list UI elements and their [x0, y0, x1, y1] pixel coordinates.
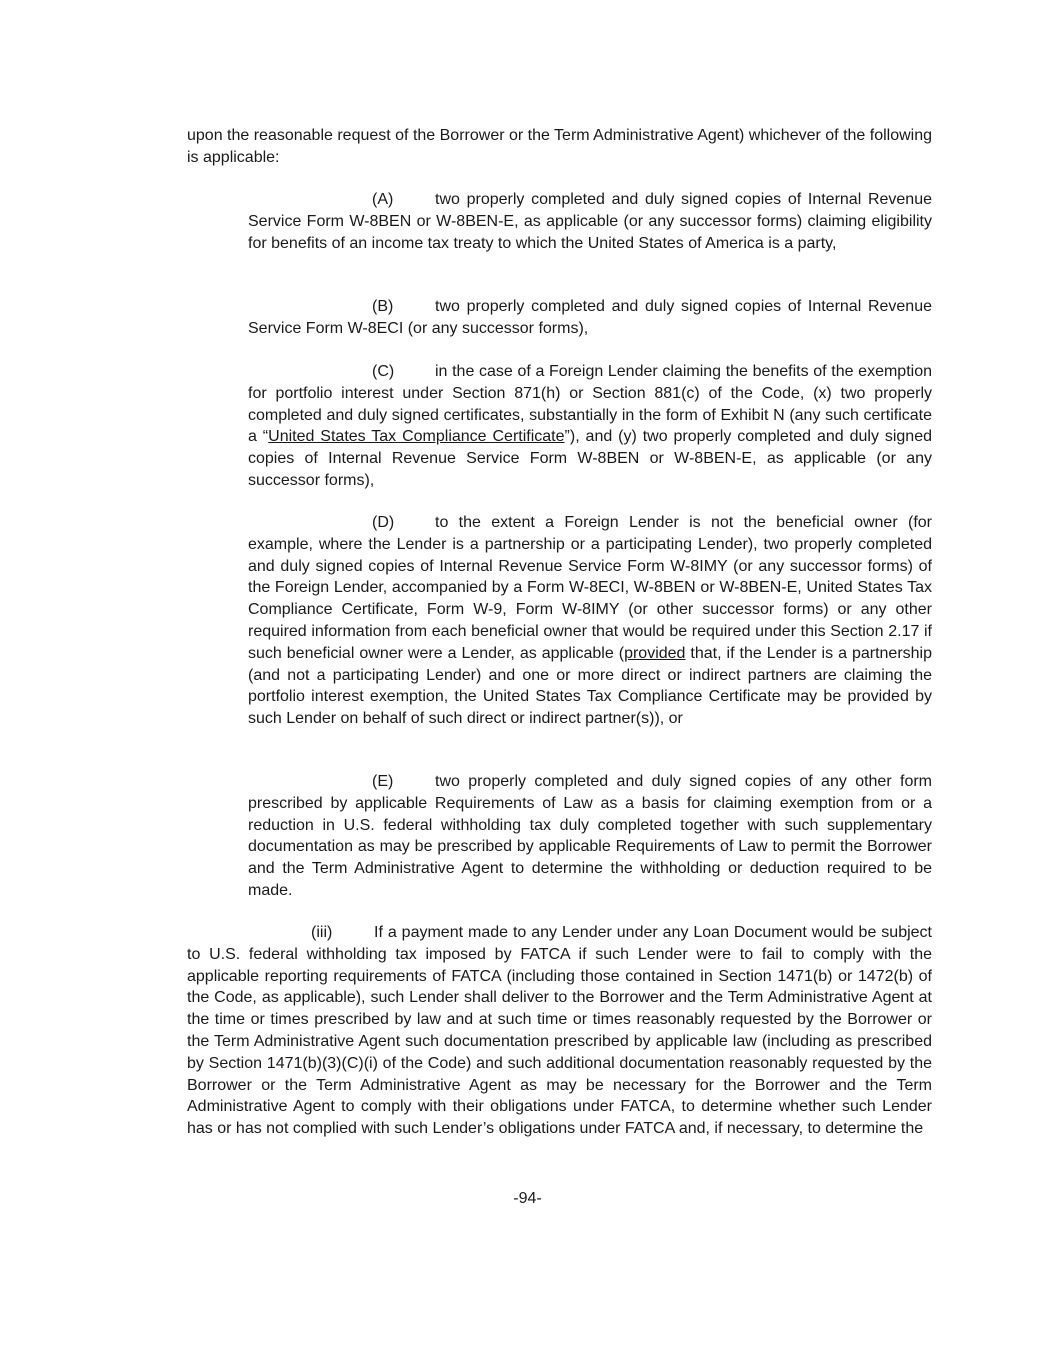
page-number: -94-	[513, 1190, 542, 1207]
provided-term: provided	[624, 644, 686, 662]
subclause-text-after: that, if the Lender is a partnership (and not a participating Lender) and one or more direct or indirect partners are claiming the portfolio interest exemption, the United States Tax Compliance Certificate may be provided by such Lender on behalf of such direct or indirect partner(s)), or	[248, 644, 933, 728]
subclause-text-after: ”), and (y) two properly completed and duly signed copies of Internal Revenue Service Form W-8BEN or W-8BEN-E, as applicable (or any successor forms),	[248, 428, 933, 489]
subclause-d	[248, 512, 932, 730]
subclause-text: two properly completed and duly signed copies of any other form prescribed by applicable Requirements of Law as a basis for claiming exemption from or a reduction in U.S. federal withholding tax duly completed together with such supplementary documentation as may be prescribed by applicable Requirements of Law to permit the Borrower and the Term Administrative Agent to determine the withholding or deduction required to be made.	[248, 773, 932, 899]
subclause-label: (A)	[372, 191, 394, 208]
subclause-label: (B)	[372, 298, 394, 315]
subclause-c	[248, 361, 932, 492]
subclause-text: two properly completed and duly signed copies of Internal Revenue Service Form W-8BEN or W-8BEN-E, as applicable (or any successor forms) claiming eligibility for benefits of an income tax treaty to which the United States of America is a party,	[248, 191, 932, 252]
subclause-label: (D)	[372, 514, 395, 531]
subclause-text-before: to the extent a Foreign Lender is not the beneficial owner (for example, where the Lender is a partnership or a participating Lender), two properly completed and duly signed copies of Internal Revenue Service Form W-8IMY (or any successor forms) of the Foreign Lender, accompanied by a Form W-8ECI, W-8BEN or W-8BEN-E, United States Tax Compliance Certificate, Form W-9, Form W-8IMY (or other successor forms) or any other required information from each beneficial owner that would be required under this Section 2.17 if such beneficial owner were a Lender, as applicable (	[248, 514, 932, 662]
clause-label: (iii)	[311, 924, 333, 941]
subclause-b	[248, 296, 932, 340]
subclause-e	[248, 771, 932, 902]
subclause-text: two properly completed and duly signed copies of Internal Revenue Service Form W-8ECI (or any successor forms),	[248, 298, 932, 337]
intro-paragraph: upon the reasonable request of the Borrower or the Term Administrative Agent) whichever of the following is applicable:	[187, 127, 933, 166]
subclause-label: (C)	[372, 363, 395, 380]
subclause-a	[248, 189, 932, 254]
subclause-label: (E)	[372, 773, 394, 790]
defined-term: United States Tax Compliance Certificate	[268, 428, 565, 446]
subclause-text-before: in the case of a Foreign Lender claiming the benefits of the exemption for portfolio interest under Section 871(h) or Section 881(c) of the Code, (x) two properly completed and duly signed certificates, substantially in the form of Exhibit N (any such certificate a “	[248, 363, 932, 446]
clause-text: If a payment made to any Lender under any Loan Document would be subject to U.S. federal withholding tax imposed by FATCA if such Lender were to fail to comply with the applicable reporting requirements of FATCA (including those contained in Section 1471(b) or 1472(b) of the Code, as applicable), such Lender shall deliver to the Borrower and the Term Administrative Agent at the time or times prescribed by law and at such time or times reasonably requested by the Borrower or the Term Administrative Agent such documentation prescribed by applicable law (including as prescribed by Section 1471(b)(3)(C)(i) of the Code) and such additional documentation reasonably requested by the Borrower or the Term Administrative Agent as may be necessary for the Borrower and the Term Administrative Agent to comply with their obligations under FATCA, to determine whether such Lender has or has not complied with such Lender’s obligations under FATCA and, if necessary, to determine the	[187, 924, 932, 1138]
clause-iii	[187, 922, 932, 1140]
